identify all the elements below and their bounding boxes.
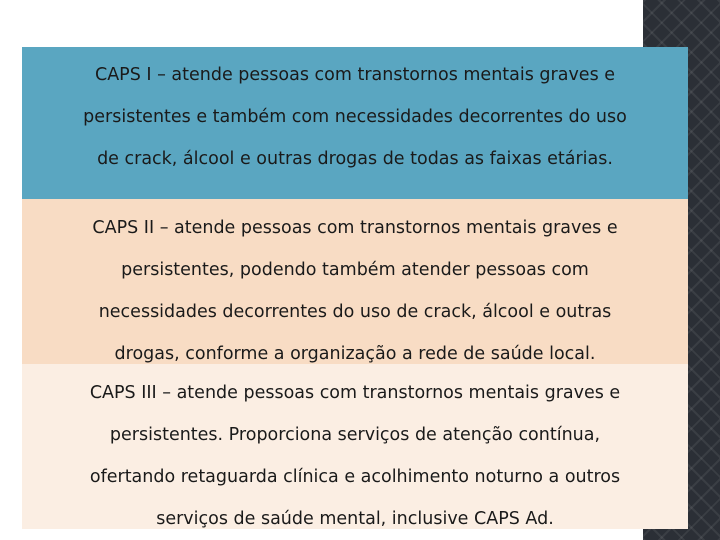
caps-ii-line-1: CAPS II – atende pessoas com transtornos mentais graves e bbox=[92, 218, 618, 238]
caps-ii-line-2: persistentes, podendo também atender pessoas com bbox=[121, 260, 589, 280]
caps-i-line-1: CAPS I – atende pessoas com transtornos mentais graves e bbox=[94, 65, 616, 85]
caps-ii-line-4: drogas, conforme a organização a rede de saúde local. bbox=[114, 344, 596, 364]
caps-iii-line-3: ofertando retaguarda clínica e acolhimento noturno a outros bbox=[89, 467, 621, 487]
caps-table bbox=[22, 47, 688, 529]
caps-iii-line-2: persistentes. Proporciona serviços de atenção contínua, bbox=[109, 425, 601, 445]
caps-i-line-2: persistentes e também com necessidades decorrentes do uso bbox=[83, 107, 627, 127]
caps-i-row bbox=[22, 47, 688, 199]
caps-iii-line-1: CAPS III – atende pessoas com transtornos mentais graves e bbox=[89, 383, 621, 403]
caps-iii-line-4: serviços de saúde mental, inclusive CAPS Ad. bbox=[156, 509, 554, 529]
caps-iii-row bbox=[22, 364, 688, 529]
caps-i-line-3: de crack, álcool e outras drogas de todas as faixas etárias. bbox=[97, 149, 613, 169]
caps-ii-row bbox=[22, 199, 688, 364]
caps-ii-line-3: necessidades decorrentes do uso de crack, álcool e outras bbox=[98, 302, 612, 322]
